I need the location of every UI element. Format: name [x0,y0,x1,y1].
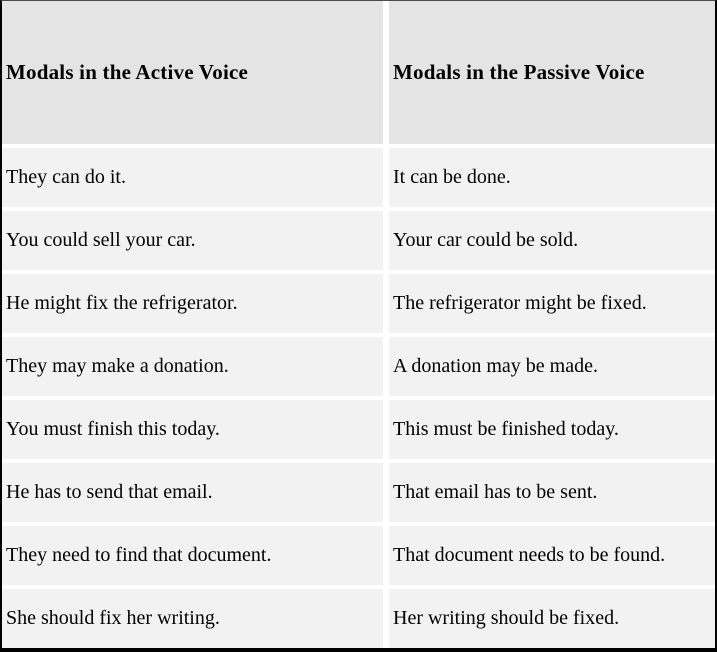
cell-active-voice: You could sell your car. [2,211,383,270]
cell-active-voice: She should fix her writing. [2,589,383,648]
cell-passive-voice: This must be finished today. [389,400,715,459]
header-cell-passive-voice: Modals in the Passive Voice [389,1,715,144]
cell-active-voice: They can do it. [2,148,383,207]
cell-passive-voice: The refrigerator might be fixed. [389,274,715,333]
cell-active-voice: He might fix the refrigerator. [2,274,383,333]
cell-passive-voice: It can be done. [389,148,715,207]
cell-active-voice: They need to find that document. [2,526,383,585]
cell-active-voice: He has to send that email. [2,463,383,522]
cell-active-voice: They may make a donation. [2,337,383,396]
cell-passive-voice: Her writing should be fixed. [389,589,715,648]
header-cell-active-voice: Modals in the Active Voice [2,1,383,144]
cell-passive-voice: That document needs to be found. [389,526,715,585]
cell-passive-voice: Your car could be sold. [389,211,715,270]
cell-passive-voice: That email has to be sent. [389,463,715,522]
cell-passive-voice: A donation may be made. [389,337,715,396]
cell-active-voice: You must finish this today. [2,400,383,459]
